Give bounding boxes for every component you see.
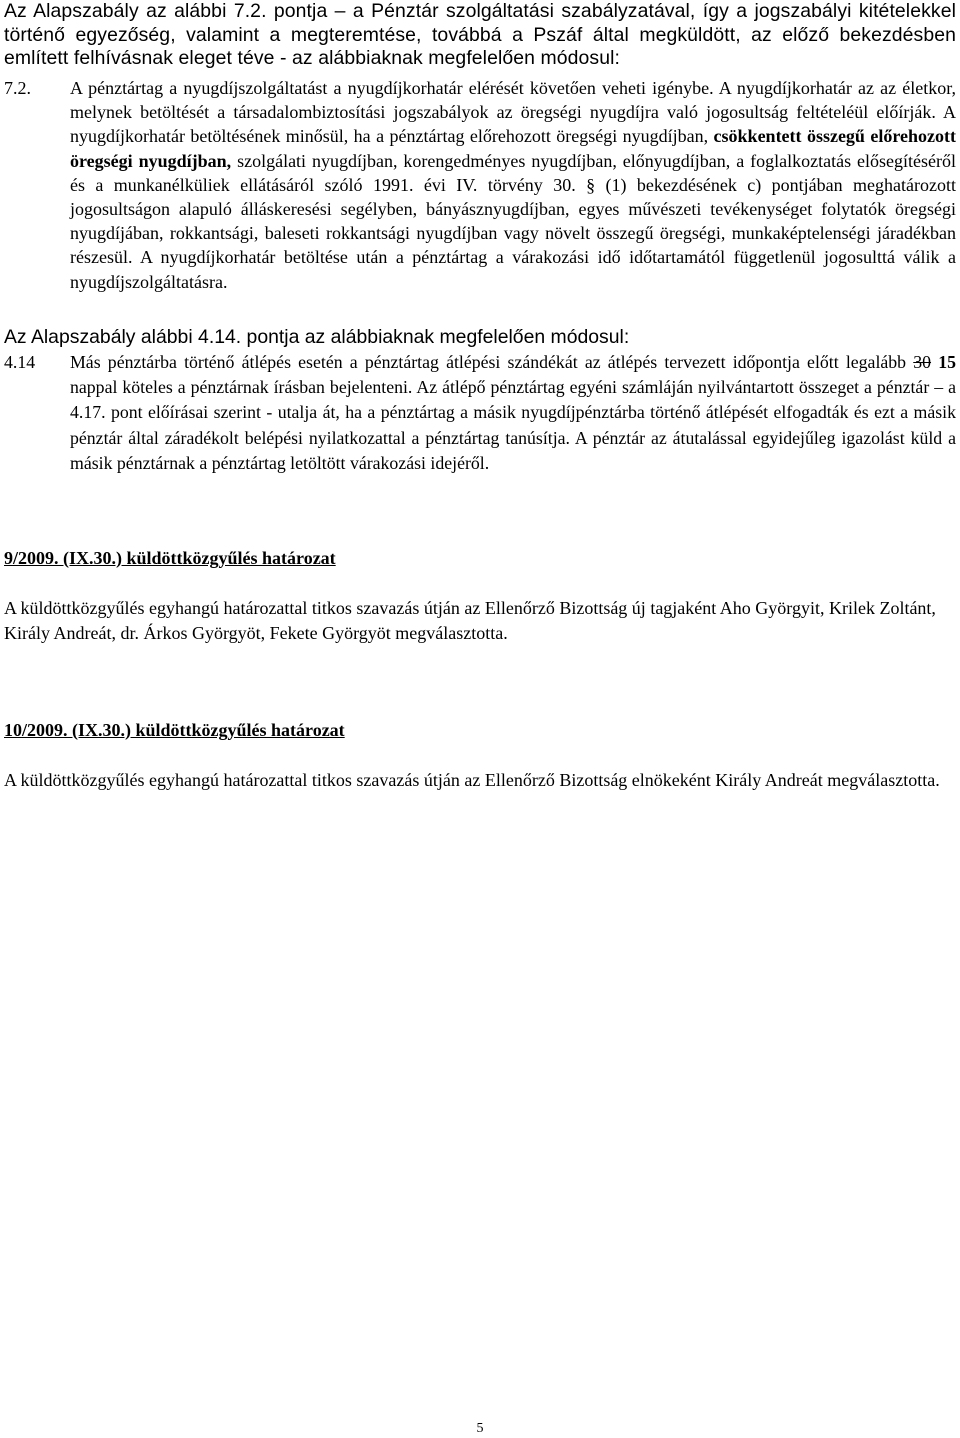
new-value: 15 — [938, 352, 956, 372]
resolution-9-text: A küldöttközgyűlés egyhangú határozattal titkos szavazás útján az Ellenőrző Bizottság új tagjaként Aho Györgyit, Krilek Zoltánt, Király Andreát, dr. Árkos Györgyöt, Fekete Györgyöt megválasztotta. — [4, 598, 936, 643]
section-7-2-number: 7.2. — [4, 78, 31, 98]
section-7-2 — [4, 76, 956, 294]
modification-paragraph: Az Alapszabály alábbi 4.14. pontja az alábbiaknak megfelelően módosul: — [4, 326, 630, 348]
section-4-14-text-b: nappal köteles a pénztárnak írásban bejelenteni. Az átlépő pénztártag egyéni számláján nyilvántartott összeget a pénztár – a 4.17. pont előírásai szerint - utalja át, ha a pénztártag a másik nyugdíjpénztárba történő átlépését elfogadták és ezt a másik pénztár által záradékolt belépési nyilatkozattal a pénztártag tanúsítja. A pénztár az átutalással egyidejűleg igazolást küld a másik pénztárnak a pénztártag letöltött várakozási idejéről. — [70, 377, 956, 473]
section-7-2-text-a: A nyugdíjkorhatár az az életkor, melynek betöltését a társadalombiztosítási jogszabályok az öregségi nyugdíjra való jogosultság feltételéül előírják. — [70, 78, 956, 123]
resolution-9-title: 9/2009. (IX.30.) küldöttközgyűlés határozat — [4, 548, 336, 568]
section-4-14-body — [70, 350, 956, 476]
struck-value: 30 — [913, 352, 932, 372]
section-7-2-text-c: szolgálati nyugdíjban, korengedményes nyugdíjban, előnyugdíjban, a foglalkoztatás elősegítéséről és a munkanélküliek ellátásáról szóló 1991. évi IV. törvény 30. § (1) bekezdésének c) pontjában meghatározott jogosultságon alapuló álláskeresési segélyben, bányásznyugdíjban, egyes művészeti tevékenységet folytatók öregségi nyugdíjában, rokkantsági, baleseti rokkantsági nyugdíjban vagy növelt összegű öregségi, munkaképtelenségi járadékban részesül. A nyugdíjkorhatár betöltése után a pénztártag a várakozási idő időtartamától függetlenül jogosulttá válik a nyugdíjszolgáltatásra. — [70, 150, 956, 292]
section-7-2-body — [70, 76, 956, 294]
section-4-14 — [4, 350, 956, 476]
resolution-10-title: 10/2009. (IX.30.) küldöttközgyűlés határozat — [4, 720, 345, 740]
intro-paragraph: Az Alapszabály az alábbi 7.2. pontja – a Pénztár szolgáltatási szabályzatával, így a jogszabályi kitételekkel történő egyezőség, valamint a megteremtése, továbbá a Pszáf által megküldött, az előző bekezdésben említett felhívásnak eleget téve - az alábbiaknak megfelelően módosul: — [4, 0, 956, 70]
page-number: 5 — [476, 1421, 484, 1436]
resolution-10-text: A küldöttközgyűlés egyhangú határozattal titkos szavazás útján az Ellenőrző Bizottság elnökeként Király Andreát megválasztotta. — [4, 770, 940, 790]
section-4-14-text-a: Más pénztárba történő átlépés esetén a pénztártag átlépési szándékát az átlépés tervezett időpontja előtt legalább — [70, 352, 914, 372]
section-4-14-number: 4.14 — [4, 352, 36, 372]
section-7-2-text-b: A nyugdíjkorhatár betöltésének minősül, ha a pénztártag előrehozott öregségi nyugdíjban, — [70, 102, 956, 147]
section-7-2-first-line: A pénztártag a nyugdíjszolgáltatást a nyugdíjkorhatár elérését követően veheti igénybe. — [70, 78, 714, 98]
section-7-2-bold-text: csökkentett összegű előrehozott öregségi nyugdíjban, — [70, 126, 956, 171]
